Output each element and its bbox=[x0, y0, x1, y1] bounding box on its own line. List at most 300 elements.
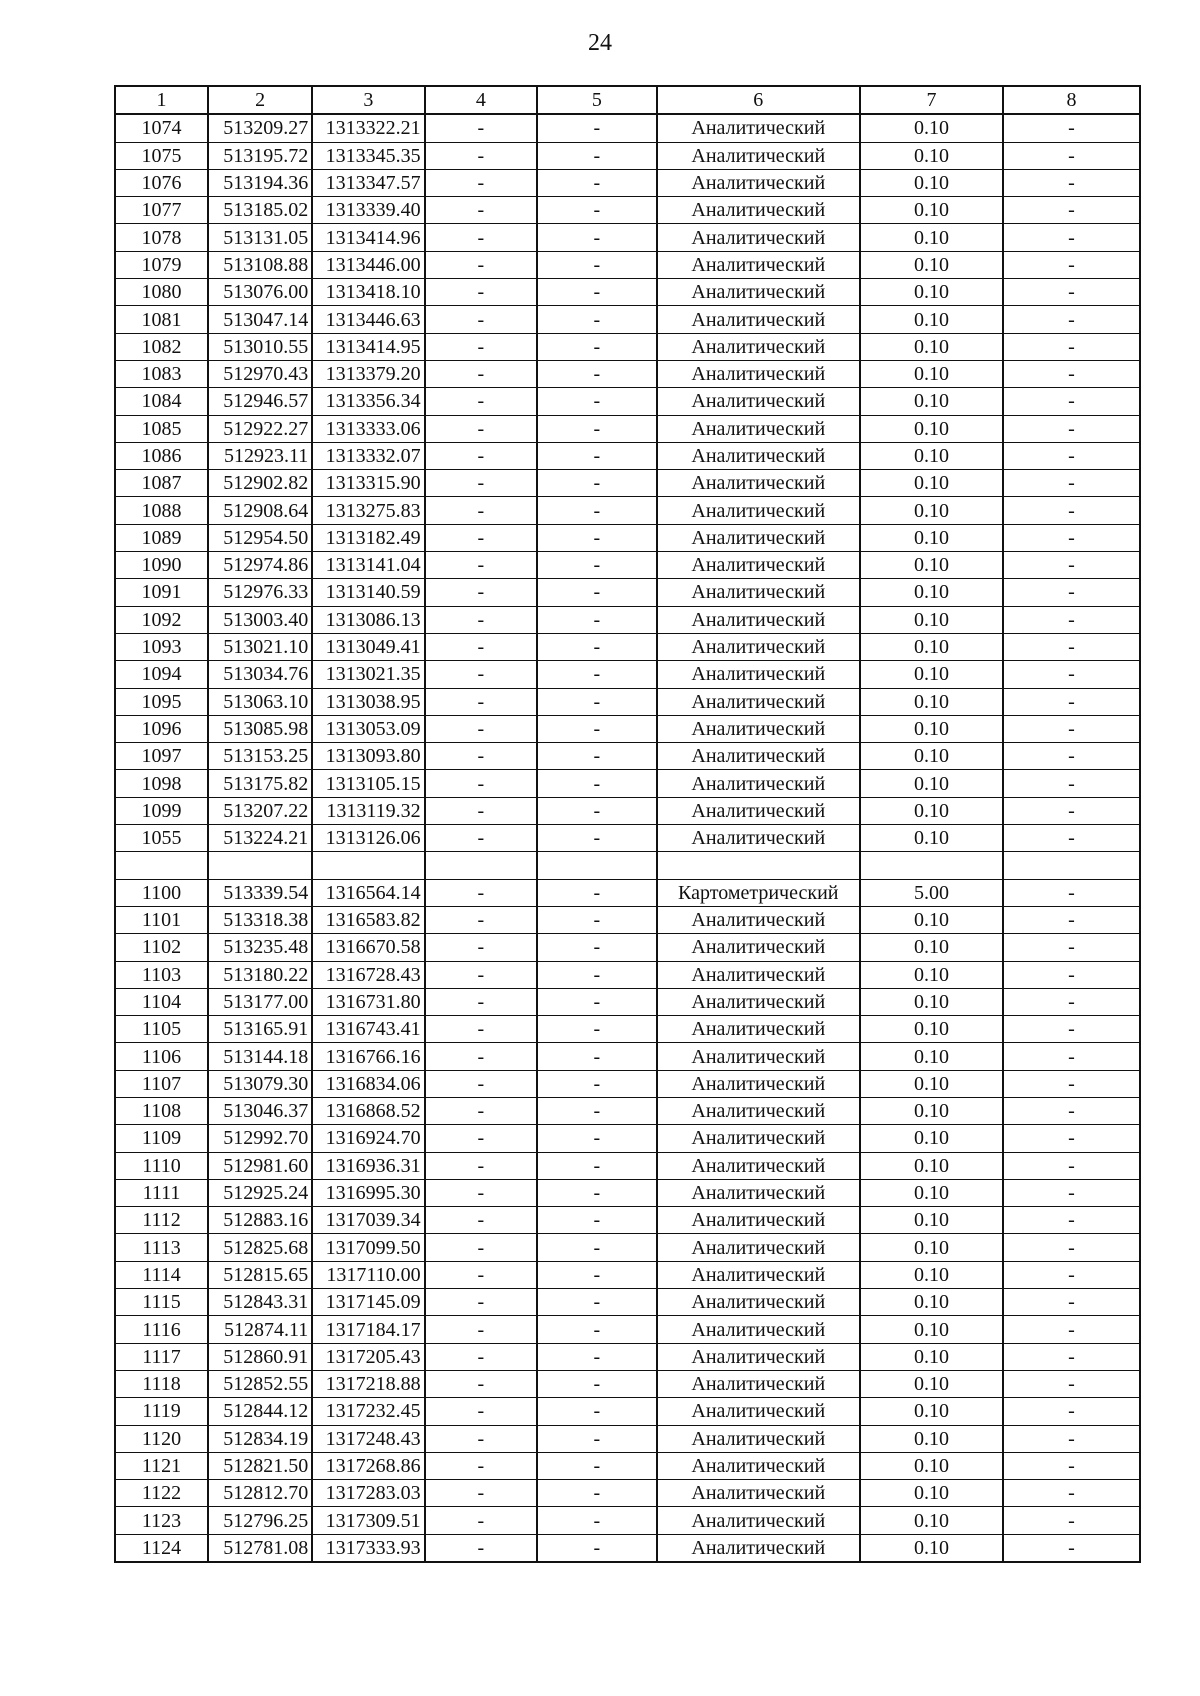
table-cell: - bbox=[425, 524, 537, 551]
table-cell: 1317248.43 bbox=[312, 1425, 424, 1452]
table-cell: 512946.57 bbox=[208, 388, 312, 415]
table-cell: 512883.16 bbox=[208, 1207, 312, 1234]
table-cell: - bbox=[1003, 142, 1140, 169]
table-cell: 0.10 bbox=[860, 333, 1003, 360]
table-cell: 513194.36 bbox=[208, 169, 312, 196]
table-cell: - bbox=[425, 1343, 537, 1370]
table-cell: - bbox=[1003, 1343, 1140, 1370]
table-cell: 1313093.80 bbox=[312, 743, 424, 770]
table-cell: 1316766.16 bbox=[312, 1043, 424, 1070]
table-cell: 512976.33 bbox=[208, 579, 312, 606]
table-cell: - bbox=[537, 1016, 657, 1043]
table-cell: - bbox=[1003, 1398, 1140, 1425]
table-cell: Аналитический bbox=[657, 1016, 860, 1043]
table-cell: 1313418.10 bbox=[312, 279, 424, 306]
table-cell: Аналитический bbox=[657, 961, 860, 988]
table-cell: - bbox=[1003, 306, 1140, 333]
table-cell: - bbox=[425, 1125, 537, 1152]
table-cell: 512922.27 bbox=[208, 415, 312, 442]
table-row bbox=[115, 661, 1140, 688]
table-cell: 1316995.30 bbox=[312, 1179, 424, 1206]
table-cell: Аналитический bbox=[657, 169, 860, 196]
table-cell: 1077 bbox=[115, 197, 208, 224]
table-row bbox=[115, 1534, 1140, 1562]
table-cell: 1313049.41 bbox=[312, 633, 424, 660]
table-cell: - bbox=[537, 1097, 657, 1124]
table-cell: 1313038.95 bbox=[312, 688, 424, 715]
table-cell: 0.10 bbox=[860, 442, 1003, 469]
table-cell: - bbox=[1003, 1316, 1140, 1343]
table-cell: 513131.05 bbox=[208, 224, 312, 251]
table-cell: Картометрический bbox=[657, 879, 860, 906]
table-cell: 1317333.93 bbox=[312, 1534, 424, 1562]
table-cell: - bbox=[1003, 961, 1140, 988]
table-cell: Аналитический bbox=[657, 224, 860, 251]
table-cell: - bbox=[537, 1507, 657, 1534]
table-row bbox=[115, 251, 1140, 278]
table-cell: - bbox=[1003, 1289, 1140, 1316]
table-row bbox=[115, 825, 1140, 852]
table-cell: 1313182.49 bbox=[312, 524, 424, 551]
table-cell: 1086 bbox=[115, 442, 208, 469]
table-cell: - bbox=[537, 142, 657, 169]
table-cell: - bbox=[425, 1043, 537, 1070]
table-cell: - bbox=[1003, 988, 1140, 1015]
table-cell: - bbox=[537, 1452, 657, 1479]
column-header: 7 bbox=[860, 86, 1003, 114]
table-row bbox=[115, 142, 1140, 169]
table-cell: 1120 bbox=[115, 1425, 208, 1452]
table-cell: Аналитический bbox=[657, 197, 860, 224]
table-cell: 513318.38 bbox=[208, 906, 312, 933]
table-row bbox=[115, 770, 1140, 797]
table-cell: 513046.37 bbox=[208, 1097, 312, 1124]
table-cell: 0.10 bbox=[860, 743, 1003, 770]
table-cell: - bbox=[425, 1097, 537, 1124]
table-cell: 1090 bbox=[115, 552, 208, 579]
table-cell: - bbox=[1003, 825, 1140, 852]
table-row bbox=[115, 1207, 1140, 1234]
table-row bbox=[115, 1179, 1140, 1206]
table-cell: - bbox=[537, 306, 657, 333]
table-row bbox=[115, 1289, 1140, 1316]
table-cell: 1313345.35 bbox=[312, 142, 424, 169]
table-cell: - bbox=[537, 333, 657, 360]
table-cell: - bbox=[537, 552, 657, 579]
table-cell: - bbox=[1003, 1370, 1140, 1397]
table-cell: - bbox=[1003, 606, 1140, 633]
table-cell: 513076.00 bbox=[208, 279, 312, 306]
table-cell: 1317268.86 bbox=[312, 1452, 424, 1479]
table-cell: Аналитический bbox=[657, 1343, 860, 1370]
table-cell: 1097 bbox=[115, 743, 208, 770]
table-row bbox=[115, 715, 1140, 742]
table-row bbox=[115, 524, 1140, 551]
table-cell: - bbox=[1003, 1425, 1140, 1452]
table-cell: 0.10 bbox=[860, 497, 1003, 524]
table-row bbox=[115, 415, 1140, 442]
table-cell: 1316583.82 bbox=[312, 906, 424, 933]
table-row bbox=[115, 333, 1140, 360]
table-row bbox=[115, 879, 1140, 906]
table-cell: - bbox=[425, 743, 537, 770]
table-cell: 1313021.35 bbox=[312, 661, 424, 688]
table-cell: 1079 bbox=[115, 251, 208, 278]
table-cell: - bbox=[1003, 1234, 1140, 1261]
table-cell: - bbox=[537, 633, 657, 660]
table-cell: - bbox=[537, 1207, 657, 1234]
table-cell: 0.10 bbox=[860, 306, 1003, 333]
table-cell: - bbox=[1003, 1534, 1140, 1562]
table-cell: - bbox=[425, 306, 537, 333]
table-cell bbox=[115, 852, 208, 879]
table-cell: 1101 bbox=[115, 906, 208, 933]
table-cell: - bbox=[537, 661, 657, 688]
table-cell: 1317205.43 bbox=[312, 1343, 424, 1370]
table-cell: 1106 bbox=[115, 1043, 208, 1070]
table-cell: 512844.12 bbox=[208, 1398, 312, 1425]
table-cell: 1115 bbox=[115, 1289, 208, 1316]
table-cell: - bbox=[425, 934, 537, 961]
table-cell: - bbox=[1003, 442, 1140, 469]
table-row bbox=[115, 1452, 1140, 1479]
table-cell: 1109 bbox=[115, 1125, 208, 1152]
table-cell: - bbox=[1003, 934, 1140, 961]
table-cell: 1317110.00 bbox=[312, 1261, 424, 1288]
table-row bbox=[115, 1316, 1140, 1343]
table-cell: Аналитический bbox=[657, 1234, 860, 1261]
table-row bbox=[115, 197, 1140, 224]
table-cell: 1317218.88 bbox=[312, 1370, 424, 1397]
table-body bbox=[115, 86, 1140, 1562]
table-cell: - bbox=[537, 1316, 657, 1343]
table-cell bbox=[537, 852, 657, 879]
table-cell: - bbox=[1003, 633, 1140, 660]
table-cell: 513108.88 bbox=[208, 251, 312, 278]
table-cell: 512834.19 bbox=[208, 1425, 312, 1452]
table-cell: 1111 bbox=[115, 1179, 208, 1206]
table-row bbox=[115, 169, 1140, 196]
table-cell: 1089 bbox=[115, 524, 208, 551]
table-cell: Аналитический bbox=[657, 415, 860, 442]
table-cell: 1116 bbox=[115, 1316, 208, 1343]
table-cell: 0.10 bbox=[860, 961, 1003, 988]
table-cell: Аналитический bbox=[657, 770, 860, 797]
table-cell: 0.10 bbox=[860, 661, 1003, 688]
table-cell: - bbox=[425, 1070, 537, 1097]
table-row bbox=[115, 961, 1140, 988]
table-cell: Аналитический bbox=[657, 715, 860, 742]
table-cell: - bbox=[537, 688, 657, 715]
table-row bbox=[115, 442, 1140, 469]
table-cell: 0.10 bbox=[860, 1452, 1003, 1479]
table-cell: 0.10 bbox=[860, 552, 1003, 579]
table-cell: - bbox=[537, 251, 657, 278]
table-cell: Аналитический bbox=[657, 279, 860, 306]
table-cell: - bbox=[425, 1398, 537, 1425]
table-cell: 513235.48 bbox=[208, 934, 312, 961]
table-cell: - bbox=[425, 360, 537, 387]
table-cell: 512812.70 bbox=[208, 1480, 312, 1507]
table-cell: - bbox=[537, 524, 657, 551]
table-cell: 1316731.80 bbox=[312, 988, 424, 1015]
table-row bbox=[115, 1016, 1140, 1043]
table-cell: Аналитический bbox=[657, 1289, 860, 1316]
table-cell: - bbox=[425, 1234, 537, 1261]
table-cell: - bbox=[1003, 114, 1140, 142]
table-cell: 513085.98 bbox=[208, 715, 312, 742]
table-cell: - bbox=[537, 961, 657, 988]
table-cell: - bbox=[1003, 1179, 1140, 1206]
table-cell: Аналитический bbox=[657, 1452, 860, 1479]
table-cell: - bbox=[1003, 552, 1140, 579]
table-cell: 0.10 bbox=[860, 1343, 1003, 1370]
table-cell: 1099 bbox=[115, 797, 208, 824]
table-cell: - bbox=[537, 169, 657, 196]
table-cell: 1316936.31 bbox=[312, 1152, 424, 1179]
table-cell: - bbox=[425, 1261, 537, 1288]
table-cell: 1094 bbox=[115, 661, 208, 688]
table-cell: Аналитический bbox=[657, 1370, 860, 1397]
table-cell: 513339.54 bbox=[208, 879, 312, 906]
column-header: 3 bbox=[312, 86, 424, 114]
table-cell: - bbox=[1003, 497, 1140, 524]
table-cell: Аналитический bbox=[657, 524, 860, 551]
table-cell: 0.10 bbox=[860, 988, 1003, 1015]
table-cell: 1313140.59 bbox=[312, 579, 424, 606]
table-cell: 512825.68 bbox=[208, 1234, 312, 1261]
table-row bbox=[115, 306, 1140, 333]
table-row bbox=[115, 934, 1140, 961]
table-cell: - bbox=[537, 442, 657, 469]
table-cell: 513165.91 bbox=[208, 1016, 312, 1043]
table-cell: 1313332.07 bbox=[312, 442, 424, 469]
column-header: 5 bbox=[537, 86, 657, 114]
table-cell: - bbox=[537, 1179, 657, 1206]
table-cell: 1313339.40 bbox=[312, 197, 424, 224]
table-cell: 0.10 bbox=[860, 1207, 1003, 1234]
table-cell: 512970.43 bbox=[208, 360, 312, 387]
table-cell: 513144.18 bbox=[208, 1043, 312, 1070]
table-cell: - bbox=[425, 552, 537, 579]
table-cell: 1095 bbox=[115, 688, 208, 715]
table-cell: 512821.50 bbox=[208, 1452, 312, 1479]
table-cell: 1096 bbox=[115, 715, 208, 742]
table-cell: 1108 bbox=[115, 1097, 208, 1124]
table-cell: 1082 bbox=[115, 333, 208, 360]
table-cell: 0.10 bbox=[860, 251, 1003, 278]
table-cell bbox=[425, 852, 537, 879]
table-cell: 0.10 bbox=[860, 934, 1003, 961]
table-cell: - bbox=[425, 1425, 537, 1452]
table-cell: Аналитический bbox=[657, 797, 860, 824]
table-cell: - bbox=[537, 1261, 657, 1288]
table-cell: Аналитический bbox=[657, 606, 860, 633]
table-cell: 512992.70 bbox=[208, 1125, 312, 1152]
table-row bbox=[115, 552, 1140, 579]
table-cell: 1316834.06 bbox=[312, 1070, 424, 1097]
column-header: 6 bbox=[657, 86, 860, 114]
table-cell: 1317099.50 bbox=[312, 1234, 424, 1261]
table-cell: - bbox=[1003, 1152, 1140, 1179]
table-cell: - bbox=[425, 224, 537, 251]
table-cell: 1104 bbox=[115, 988, 208, 1015]
table-cell: 1087 bbox=[115, 470, 208, 497]
table-cell: 0.10 bbox=[860, 1125, 1003, 1152]
table-cell: Аналитический bbox=[657, 1152, 860, 1179]
table-cell: Аналитический bbox=[657, 825, 860, 852]
column-header: 8 bbox=[1003, 86, 1140, 114]
table-cell: - bbox=[425, 825, 537, 852]
table-cell: - bbox=[425, 961, 537, 988]
table-cell: Аналитический bbox=[657, 1070, 860, 1097]
table-cell: 1121 bbox=[115, 1452, 208, 1479]
table-cell: - bbox=[425, 388, 537, 415]
table-cell: 1093 bbox=[115, 633, 208, 660]
table-cell: - bbox=[1003, 579, 1140, 606]
table-cell: 1313275.83 bbox=[312, 497, 424, 524]
table-cell: 513195.72 bbox=[208, 142, 312, 169]
table-cell: 513047.14 bbox=[208, 306, 312, 333]
table-row bbox=[115, 279, 1140, 306]
table-cell: 512860.91 bbox=[208, 1343, 312, 1370]
table-cell: 5.00 bbox=[860, 879, 1003, 906]
table-cell: 1313333.06 bbox=[312, 415, 424, 442]
table-cell: - bbox=[425, 1289, 537, 1316]
table-cell: - bbox=[425, 879, 537, 906]
table-cell: 1085 bbox=[115, 415, 208, 442]
table-cell: - bbox=[425, 633, 537, 660]
table-cell: 0.10 bbox=[860, 906, 1003, 933]
table-cell: 513209.27 bbox=[208, 114, 312, 142]
table-row bbox=[115, 1261, 1140, 1288]
table-cell: - bbox=[425, 114, 537, 142]
table-cell: 1317232.45 bbox=[312, 1398, 424, 1425]
table-cell: - bbox=[537, 1043, 657, 1070]
table-cell: 1113 bbox=[115, 1234, 208, 1261]
table-cell: Аналитический bbox=[657, 579, 860, 606]
table-cell: - bbox=[425, 279, 537, 306]
table-cell: 513003.40 bbox=[208, 606, 312, 633]
table-cell: 0.10 bbox=[860, 1234, 1003, 1261]
table-cell: - bbox=[1003, 1452, 1140, 1479]
table-cell: 513034.76 bbox=[208, 661, 312, 688]
table-cell: 0.10 bbox=[860, 633, 1003, 660]
table-cell: - bbox=[425, 415, 537, 442]
table-row bbox=[115, 470, 1140, 497]
table-cell: 0.10 bbox=[860, 770, 1003, 797]
table-cell: 0.10 bbox=[860, 1289, 1003, 1316]
table-row bbox=[115, 1125, 1140, 1152]
table-cell: Аналитический bbox=[657, 142, 860, 169]
table-cell: 1317039.34 bbox=[312, 1207, 424, 1234]
table-cell: 0.10 bbox=[860, 1507, 1003, 1534]
table-cell: 0.10 bbox=[860, 579, 1003, 606]
table-cell: 512815.65 bbox=[208, 1261, 312, 1288]
table-cell: 513177.00 bbox=[208, 988, 312, 1015]
table-row bbox=[115, 579, 1140, 606]
table-cell: 1088 bbox=[115, 497, 208, 524]
table-cell: 1103 bbox=[115, 961, 208, 988]
table-cell: 1313141.04 bbox=[312, 552, 424, 579]
table-cell: Аналитический bbox=[657, 333, 860, 360]
table-cell: 0.10 bbox=[860, 715, 1003, 742]
table-cell: Аналитический bbox=[657, 633, 860, 660]
table-cell: - bbox=[425, 333, 537, 360]
table-cell: 1055 bbox=[115, 825, 208, 852]
table-cell: Аналитический bbox=[657, 251, 860, 278]
table-cell: - bbox=[537, 1425, 657, 1452]
table-cell: 0.10 bbox=[860, 606, 1003, 633]
table-cell: Аналитический bbox=[657, 1480, 860, 1507]
table-row bbox=[115, 852, 1140, 879]
table-cell: 1074 bbox=[115, 114, 208, 142]
table-cell: Аналитический bbox=[657, 114, 860, 142]
table-cell: 1316924.70 bbox=[312, 1125, 424, 1152]
table-cell: - bbox=[537, 224, 657, 251]
table-cell: - bbox=[425, 797, 537, 824]
table-cell: - bbox=[537, 1480, 657, 1507]
table-cell: 1098 bbox=[115, 770, 208, 797]
table-cell: 1317309.51 bbox=[312, 1507, 424, 1534]
table-cell: - bbox=[537, 906, 657, 933]
table-cell: - bbox=[537, 1370, 657, 1397]
table-cell: Аналитический bbox=[657, 470, 860, 497]
table-cell: - bbox=[425, 169, 537, 196]
table-cell: - bbox=[537, 879, 657, 906]
table-cell: 1316868.52 bbox=[312, 1097, 424, 1124]
table-row bbox=[115, 1070, 1140, 1097]
table-cell: - bbox=[425, 1207, 537, 1234]
table-cell: - bbox=[537, 579, 657, 606]
table-cell: - bbox=[1003, 224, 1140, 251]
table-cell: Аналитический bbox=[657, 906, 860, 933]
table-cell: - bbox=[425, 497, 537, 524]
table-row bbox=[115, 1507, 1140, 1534]
table-cell: Аналитический bbox=[657, 1534, 860, 1562]
table-cell: 1112 bbox=[115, 1207, 208, 1234]
table-cell: - bbox=[1003, 1261, 1140, 1288]
table-cell: 0.10 bbox=[860, 524, 1003, 551]
table-cell: 512974.86 bbox=[208, 552, 312, 579]
table-cell: - bbox=[537, 470, 657, 497]
table-cell: - bbox=[425, 1016, 537, 1043]
table-cell: - bbox=[537, 1234, 657, 1261]
table-cell: - bbox=[1003, 169, 1140, 196]
column-header: 2 bbox=[208, 86, 312, 114]
table-cell: - bbox=[1003, 1070, 1140, 1097]
table-cell: - bbox=[537, 388, 657, 415]
table-cell: 1075 bbox=[115, 142, 208, 169]
table-cell bbox=[208, 852, 312, 879]
table-cell: - bbox=[1003, 1016, 1140, 1043]
table-cell: 0.10 bbox=[860, 1398, 1003, 1425]
table-cell: - bbox=[1003, 688, 1140, 715]
table-cell: 512874.11 bbox=[208, 1316, 312, 1343]
table-cell: 1317184.17 bbox=[312, 1316, 424, 1343]
table-cell: - bbox=[425, 1370, 537, 1397]
table-cell: 1118 bbox=[115, 1370, 208, 1397]
coordinates-table bbox=[114, 85, 1141, 1563]
table-cell: 512902.82 bbox=[208, 470, 312, 497]
table-cell: 1105 bbox=[115, 1016, 208, 1043]
table-row bbox=[115, 988, 1140, 1015]
table-cell: Аналитический bbox=[657, 552, 860, 579]
table-cell bbox=[1003, 852, 1140, 879]
table-cell: 1313356.34 bbox=[312, 388, 424, 415]
table-cell: Аналитический bbox=[657, 1043, 860, 1070]
table-cell: - bbox=[1003, 1125, 1140, 1152]
